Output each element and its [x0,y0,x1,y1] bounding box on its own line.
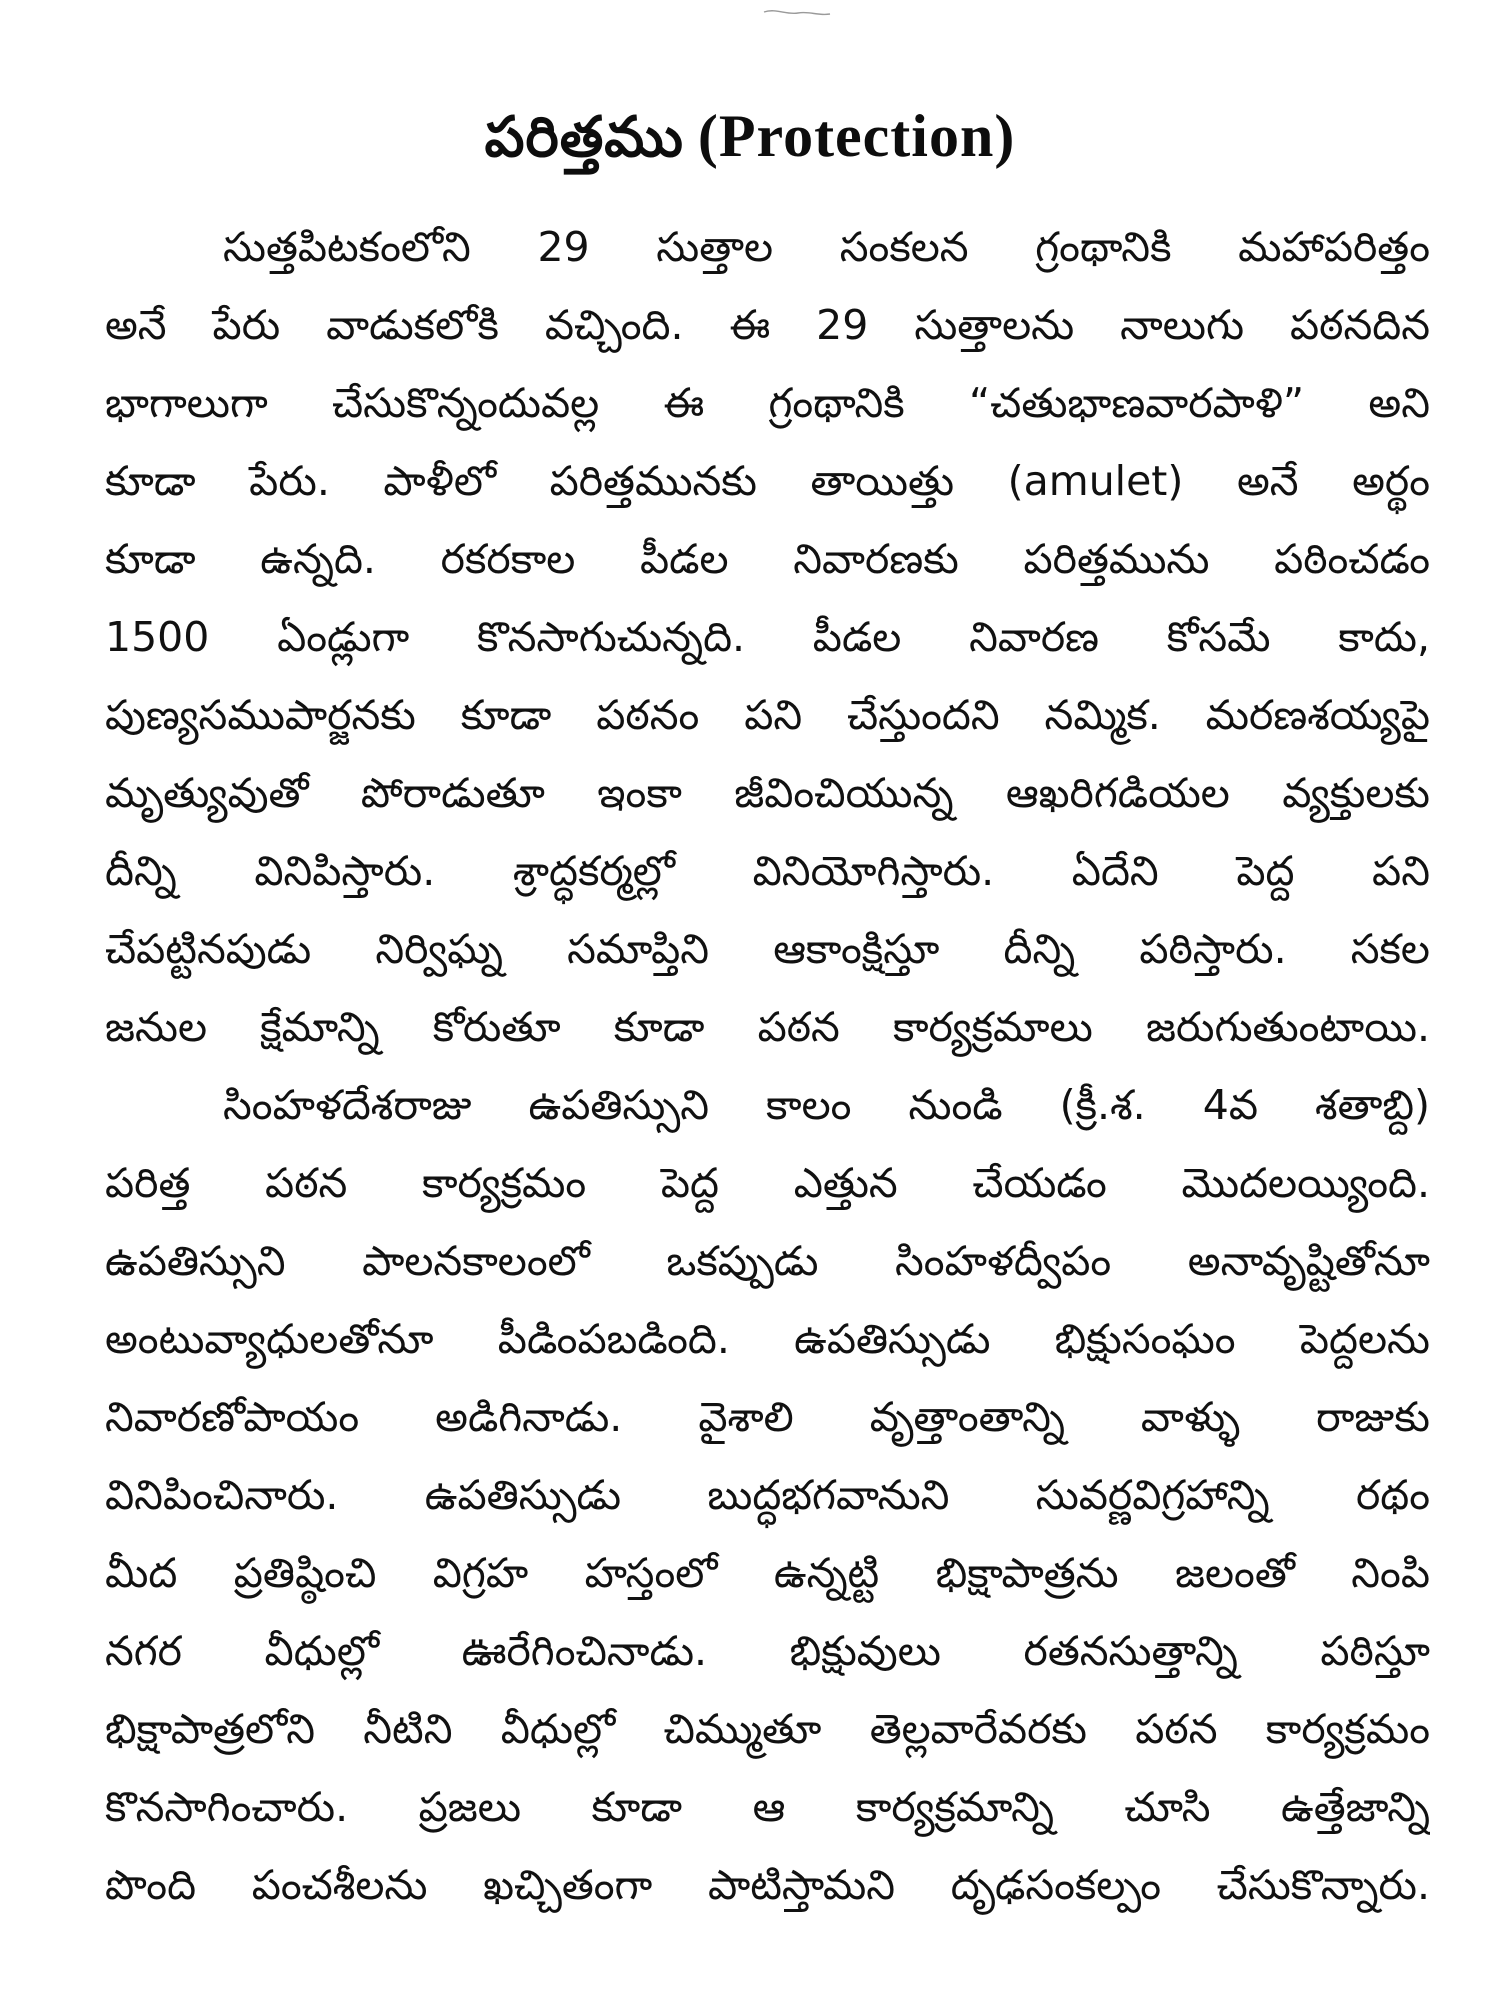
text-line: కూడా పేరు. పాళీలో పరిత్తమునకు తాయిత్తు (amulet) అనే అర్థం [105,457,1430,505]
text-line: 1500 ఏండ్లుగా కొనసాగుచున్నది. పీడల నివారణ కోసమే కాదు, [105,613,1430,661]
text-line: భాగాలుగా చేసుకొన్నందువల్ల ఈ గ్రంథానికి “చతుభాణవారపాళి” అని [105,379,1430,427]
text-line: పుణ్యసముపార్జనకు కూడా పఠనం పని చేస్తుందని నమ్మిక. మరణశయ్యపై [105,691,1430,739]
text-line: ఉపతిస్సుని పాలనకాలంలో ఒకప్పుడు సింహళద్వీపం అనావృష్టితోనూ [105,1237,1430,1285]
text-line: భిక్షాపాత్రలోని నీటిని వీధుల్లో చిమ్ముతూ తెల్లవారేవరకు పఠన కార్యక్రమం [105,1705,1430,1753]
paragraph-2 [105,1066,1430,1924]
text-line: పరిత్త పఠన కార్యక్రమం పెద్ద ఎత్తున చేయడం మొదలయ్యింది. [105,1159,1430,1207]
text-line: కొనసాగించారు. ప్రజలు కూడా ఆ కార్యక్రమాన్ని చూసి ఉత్తేజాన్ని [105,1783,1430,1831]
text-line: సుత్తపిటకంలోని 29 సుత్తాల సంకలన గ్రంథానికి మహాపరిత్తం [223,223,1430,271]
text-line: అంటువ్యాధులతోనూ పీడింపబడింది. ఉపతిస్సుడు భిక్షుసంఘం పెద్దలను [105,1315,1430,1363]
text-line: అనే పేరు వాడుకలోకి వచ్చింది. ఈ 29 సుత్తాలను నాలుగు పఠనదిన [105,301,1430,349]
text-line: కూడా ఉన్నది. రకరకాల పీడల నివారణకు పరిత్తమును పఠించడం [105,535,1430,583]
text-line: పొంది పంచశీలను ఖచ్చితంగా పాటిస్తామని దృఢసంకల్పం చేసుకొన్నారు. [105,1861,1430,1909]
text-line: నగర వీధుల్లో ఊరేగించినాడు. భిక్షువులు రతనసుత్తాన్ని పఠిస్తూ [105,1627,1430,1675]
text-line: వినిపించినారు. ఉపతిస్సుడు బుద్ధభగవానుని సువర్ణవిగ్రహాన్ని రథం [105,1471,1430,1519]
body-text [105,208,1430,1924]
page-title [0,96,1500,177]
text-line: చేపట్టినపుడు నిర్విఘ్న సమాప్తిని ఆకాంక్షిస్తూ దీన్ని పఠిస్తారు. సకల [105,925,1430,973]
text-line: మీద ప్రతిష్ఠించి విగ్రహ హస్తంలో ఉన్నట్టి భిక్షాపాత్రను జలంతో నింపి [105,1549,1430,1597]
text-line: మృత్యువుతో పోరాడుతూ ఇంకా జీవించియున్న ఆఖరిగడియల వ్యక్తులకు [105,769,1430,817]
title-telugu: పరిత్తము [484,104,684,170]
paragraph-1 [105,208,1430,1066]
scan-artifact-mark [762,6,832,20]
text-line: నివారణోపాయం అడిగినాడు. వైశాలి వృత్తాంతాన్ని వాళ్ళు రాజుకు [105,1393,1430,1441]
text-line: దీన్ని వినిపిస్తారు. శ్రాద్ధకర్మల్లో వినియోగిస్తారు. ఏదేని పెద్ద పని [105,847,1430,895]
title-english: (Protection) [697,103,1016,169]
text-line: జనుల క్షేమాన్ని కోరుతూ కూడా పఠన కార్యక్రమాలు జరుగుతుంటాయి. [105,1003,1430,1051]
text-line: సింహళదేశరాజు ఉపతిస్సుని కాలం నుండి (క్రీ.శ. 4వ శతాబ్ది) [223,1081,1430,1129]
